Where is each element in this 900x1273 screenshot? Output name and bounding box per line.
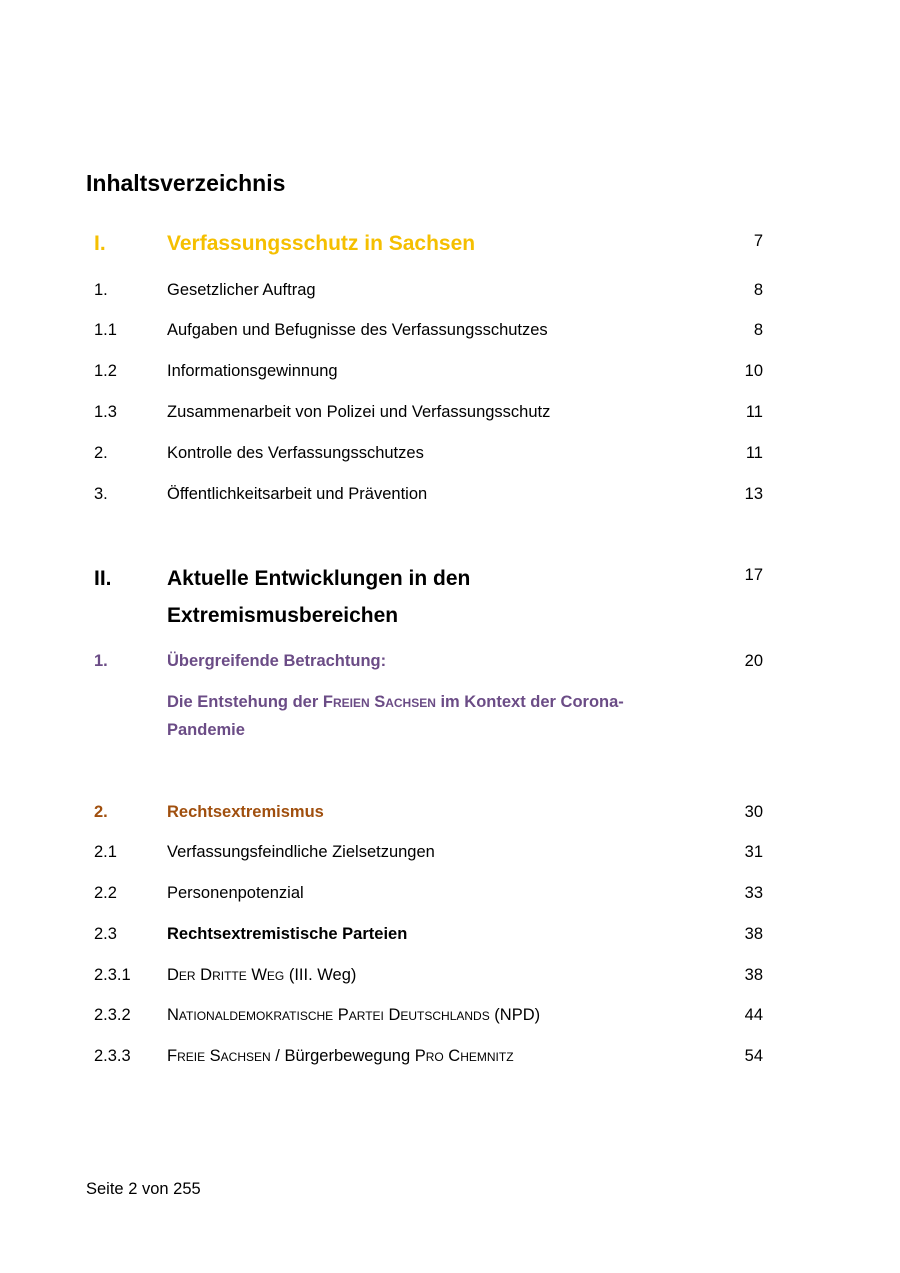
label-post: (NPD) xyxy=(489,1006,541,1024)
toc-number: II. xyxy=(94,567,112,590)
toc-label: Informationsgewinnung xyxy=(167,362,338,380)
toc-label: Verfassungsschutz in Sachsen xyxy=(167,232,476,255)
toc-page-number: 13 xyxy=(744,485,763,503)
toc-page-number: 20 xyxy=(744,652,763,670)
toc-number: 2.1 xyxy=(94,843,117,861)
toc-page-number: 31 xyxy=(744,843,763,861)
toc-page-number: 8 xyxy=(753,321,763,339)
toc-label xyxy=(167,1006,540,1025)
toc-label: Übergreifende Betrachtung: xyxy=(167,652,387,670)
toc-number: 1.1 xyxy=(94,321,117,339)
desc-text-post: im Kontext der Corona- xyxy=(435,693,624,711)
toc-number: 2.3 xyxy=(94,925,117,943)
label-mid: / Bürgerbewegung xyxy=(270,1047,415,1065)
toc-number: 2.2 xyxy=(94,884,117,902)
toc-label: Personenpotenzial xyxy=(167,884,304,902)
label-smallcaps-2: Pro Chemnitz xyxy=(414,1047,514,1065)
toc-number: I. xyxy=(94,232,106,255)
toc-subsection-description xyxy=(167,688,667,744)
desc-text-pre: Die Entstehung der xyxy=(167,693,323,711)
toc-label: Zusammenarbeit von Polizei und Verfassungsschutz xyxy=(167,403,551,421)
toc-page-number: 11 xyxy=(745,403,763,421)
toc-number: 2.3.3 xyxy=(94,1047,131,1065)
toc-page-number: 17 xyxy=(744,566,763,584)
label-post: (III. Weg) xyxy=(284,966,357,984)
page-title: Inhaltsverzeichnis xyxy=(86,170,286,196)
label-smallcaps-1: Freie Sachsen xyxy=(167,1047,271,1065)
desc-text-smallcaps: Freien Sachsen xyxy=(322,693,436,711)
toc-page-number: 54 xyxy=(744,1047,763,1065)
toc-number: 1. xyxy=(94,281,108,299)
toc-label-line-2: Extremismusbereichen xyxy=(167,604,399,627)
toc-number: 2.3.2 xyxy=(94,1006,131,1024)
toc-label xyxy=(167,966,356,985)
toc-label xyxy=(167,1047,514,1066)
toc-label: Rechtsextremismus xyxy=(167,803,324,821)
toc-page-number: 8 xyxy=(753,281,763,299)
toc-label: Verfassungsfeindliche Zielsetzungen xyxy=(167,843,435,861)
toc-number: 3. xyxy=(94,485,108,503)
toc-number: 2.3.1 xyxy=(94,966,131,984)
toc-page-number: 10 xyxy=(744,362,763,380)
desc-text-line-2: Pandemie xyxy=(167,721,245,739)
toc-page-number: 44 xyxy=(744,1006,763,1024)
toc-label: Gesetzlicher Auftrag xyxy=(167,281,316,299)
toc-page-number: 38 xyxy=(744,966,763,984)
toc-page-number: 30 xyxy=(744,803,763,821)
page-footer: Seite 2 von 255 xyxy=(86,1180,201,1198)
toc-label: Öffentlichkeitsarbeit und Prävention xyxy=(167,485,428,503)
label-smallcaps: Der Dritte Weg xyxy=(167,966,285,984)
toc-page-number: 11 xyxy=(745,444,763,462)
toc-number: 1. xyxy=(94,652,108,670)
toc-number: 1.3 xyxy=(94,403,117,421)
toc-label-line-1: Aktuelle Entwicklungen in den xyxy=(167,567,471,590)
toc-label: Aufgaben und Befugnisse des Verfassungsschutzes xyxy=(167,321,548,339)
toc-page-number: 38 xyxy=(744,925,763,943)
toc-number: 2. xyxy=(94,803,108,821)
toc-page-number: 33 xyxy=(744,884,763,902)
toc-label: Kontrolle des Verfassungsschutzes xyxy=(167,444,424,462)
toc-number: 1.2 xyxy=(94,362,117,380)
toc-label: Rechtsextremistische Parteien xyxy=(167,925,408,943)
label-smallcaps: Nationaldemokratische Partei Deutschlands xyxy=(167,1006,490,1024)
toc-label xyxy=(167,560,470,634)
toc-number: 2. xyxy=(94,444,108,462)
toc-page-number: 7 xyxy=(753,232,763,250)
